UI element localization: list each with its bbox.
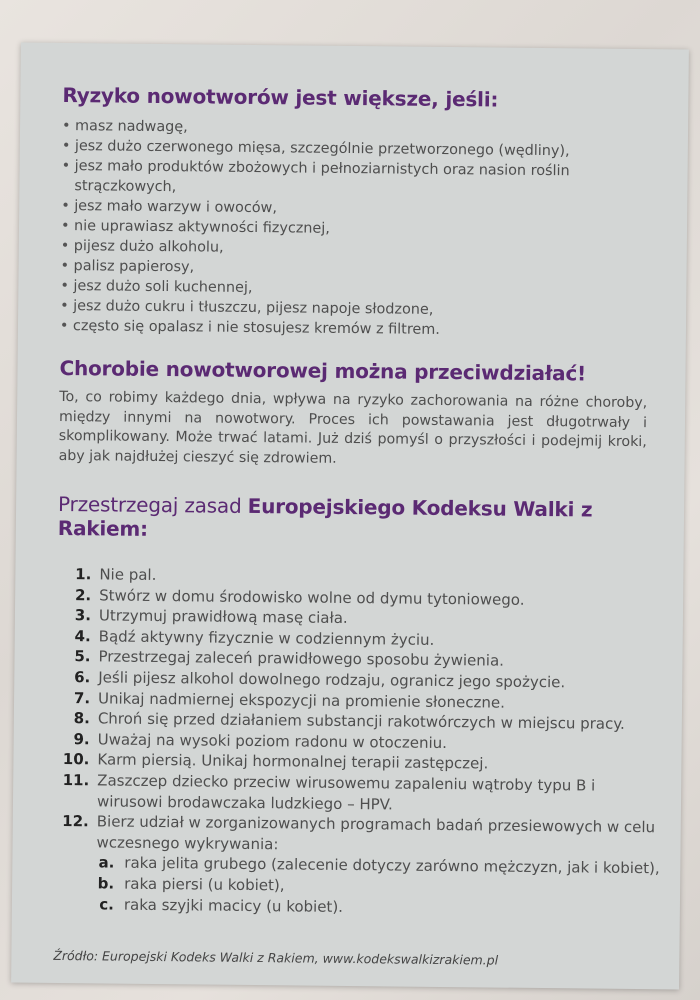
screening-letter: b.: [97, 874, 115, 893]
code-rules-list: [54, 564, 664, 920]
screening-text: raka piersi (u kobiet),: [124, 874, 285, 895]
risk-item: • masz nadwagę,: [62, 116, 668, 142]
rule-text: Zaszczep dziecko przeciw wirusowemu zapaleniu wątroby typu B i wirusowi brodawczaka ludzkiego – HPV.: [96, 771, 596, 813]
risk-item: • pijesz dużo alkoholu,: [61, 236, 667, 262]
leaflet-card: [11, 43, 689, 990]
rule-text: Nie pal.: [99, 565, 157, 584]
rule-text: Stwórz w domu środowisko wolne od dymu tytoniowego.: [99, 585, 525, 609]
rule-text: Utrzymuj prawidłową masę ciała.: [98, 606, 348, 628]
rule-number: 11.: [62, 770, 90, 790]
code-heading: [58, 492, 664, 546]
risk-item: • jesz dużo czerwonego mięsa, szczególnie przetworzonego (wędliny),: [62, 136, 668, 162]
rule-text: Bierz udział w zorganizowanych programach badań przesiewowych w celu wczesnego wykrywania:: [96, 812, 656, 853]
rule-text: Przestrzegaj zaleceń prawidłowego sposobu żywienia.: [98, 647, 505, 670]
code-heading-bold: Europejskiego Kodeksu Walki z Rakiem:: [57, 493, 593, 541]
rule-text: Jeśli pijesz alkohol dowolnego rodzaju, ogranicz jego spożycie.: [98, 668, 566, 692]
screening-letter: a.: [98, 853, 115, 872]
rule-text: Karm piersią. Unikaj hormonalnej terapii zastępczej.: [97, 750, 489, 773]
risk-item: • jesz mało warzyw i owoców,: [61, 196, 667, 222]
risk-item: • palisz papierosy,: [60, 256, 666, 282]
risk-item: • jesz dużo soli kuchennej,: [60, 276, 666, 302]
screening-sublist: [96, 853, 661, 921]
rule-number: 1.: [75, 565, 92, 584]
rule-number: 5.: [74, 647, 91, 666]
rule-number: 7.: [73, 688, 91, 707]
risk-item: • jesz mało produktów zbożowych i pełnoziarnistych oraz nasion roślin strączkowych,: [61, 156, 667, 202]
rule-item: [54, 811, 661, 920]
risk-list: [60, 116, 668, 342]
risk-heading: Ryzyko nowotworów jest większe, jeśli:: [62, 82, 499, 112]
rule-number: 9.: [73, 729, 90, 749]
rule-item: [55, 770, 661, 818]
code-heading-prefix: Przestrzegaj zasad: [57, 491, 248, 518]
rule-text: Unikaj nadmiernej ekspozycji na promienie słoneczne.: [97, 688, 505, 712]
screening-text: raka jelita grubego (zalecenie dotyczy zarówno mężczyzn, jak i kobiet),: [124, 853, 660, 878]
source-footnote: Źródło: Europejski Kodeks Walki z Rakiem, www.kodekswalkizrakiem.pl: [53, 947, 499, 968]
rule-number: 3.: [74, 606, 92, 625]
screening-text: raka szyjki macicy (u kobiet).: [123, 895, 344, 916]
rule-text: Bądź aktywny fizycznie w codziennym życiu.: [98, 627, 435, 649]
rule-number: 2.: [74, 585, 92, 604]
rule-number: 10.: [62, 750, 90, 769]
rule-number: 4.: [74, 626, 91, 646]
risk-item: • często się opalasz i nie stosujesz kremów z filtrem.: [60, 316, 666, 342]
prevention-heading: Chorobie nowotworowej można przeciwdziałać!: [59, 355, 587, 386]
prevention-paragraph: To, co robimy każdego dnia, wpływa na ryzyko zachorowania na różne choroby, między innymi na nowotwory. Proces ich powstawania jest długotrwały i skomplikowany. Może trwać latami. Już dziś pomyśl o przyszłości i podejmij kroki, aby jak najdłużej cieszyć się zdrowiem.: [58, 388, 648, 467]
risk-item: • nie uprawiasz aktywności fizycznej,: [61, 216, 667, 242]
rule-number: 12.: [62, 812, 89, 831]
rule-number: 6.: [74, 668, 91, 687]
rule-number: 8.: [73, 709, 90, 728]
rule-text: Chroń się przed działaniem substancji rakotwórczych w miejscu pracy.: [97, 709, 625, 734]
rule-text: Uważaj na wysoki poziom radonu w otoczeniu.: [97, 730, 448, 752]
risk-item: • jesz dużo cukru i tłuszczu, pijesz napoje słodzone,: [60, 296, 666, 322]
screening-letter: c.: [99, 894, 115, 914]
